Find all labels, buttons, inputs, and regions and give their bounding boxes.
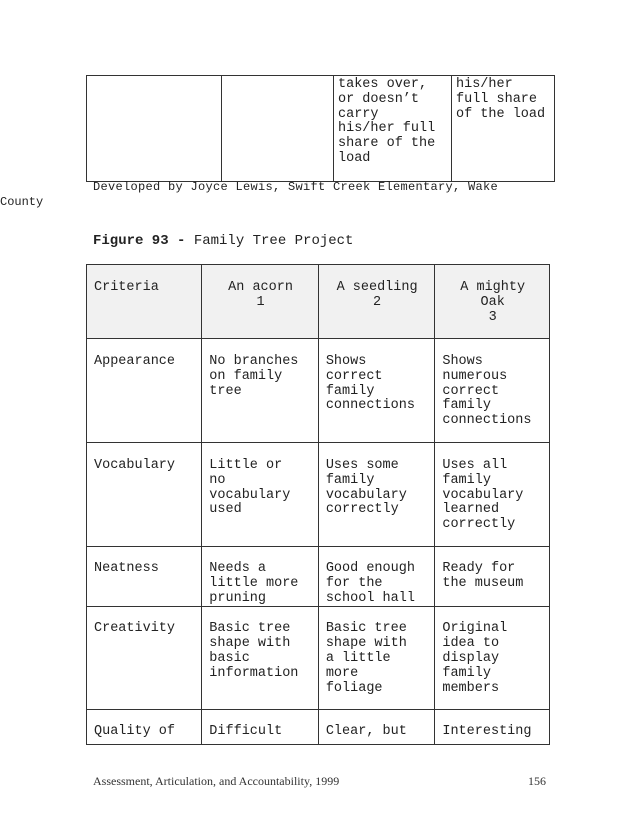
table-cell: Ready for the museum <box>435 547 550 607</box>
table-row <box>87 710 550 745</box>
figure-name: Family Tree Project <box>185 233 354 249</box>
table-cell <box>87 76 222 182</box>
table-row <box>87 443 550 547</box>
continued-table <box>86 75 555 182</box>
criteria-cell: Neatness <box>87 547 202 607</box>
table-cell: Interesting <box>435 710 550 745</box>
header-seedling: A seedling 2 <box>318 265 435 339</box>
table-cell: Difficult <box>202 710 319 745</box>
table-cell: No branches on family tree <box>202 339 319 443</box>
credit-county: County <box>0 195 44 209</box>
table-cell: Basic tree shape with basic information <box>202 607 319 710</box>
table-cell: Shows correct family connections <box>318 339 435 443</box>
page-footer <box>93 774 546 789</box>
criteria-cell: Vocabulary <box>87 443 202 547</box>
table-cell: Good enough for the school hall <box>318 547 435 607</box>
figure-label: Figure 93 - <box>93 233 186 249</box>
table-cell: takes over, or doesn’t carry his/her full share of the load <box>334 76 452 182</box>
table-cell: Needs a little more pruning <box>202 547 319 607</box>
header-acorn: An acorn 1 <box>202 265 319 339</box>
table-cell: Uses some family vocabulary correctly <box>318 443 435 547</box>
criteria-cell: Appearance <box>87 339 202 443</box>
table-row <box>87 547 550 607</box>
table-cell: Original idea to display family members <box>435 607 550 710</box>
table-cell: his/her full share of the load <box>452 76 555 182</box>
page-number: 156 <box>528 774 546 788</box>
footer-text: Assessment, Articulation, and Accountability, 1999 <box>93 774 340 788</box>
table-row <box>87 339 550 443</box>
table-cell: Uses all family vocabulary learned correctly <box>435 443 550 547</box>
table-row <box>87 607 550 710</box>
table-cell: Little or no vocabulary used <box>202 443 319 547</box>
table-cell <box>222 76 334 182</box>
table-cell: Basic tree shape with a little more foliage <box>318 607 435 710</box>
header-criteria: Criteria <box>87 265 202 339</box>
table-header-row <box>87 265 550 339</box>
criteria-cell: Quality of <box>87 710 202 745</box>
criteria-cell: Creativity <box>87 607 202 710</box>
table-cell: Clear, but <box>318 710 435 745</box>
table-cell: Shows numerous correct family connections <box>435 339 550 443</box>
table-row <box>87 76 555 182</box>
rubric-table <box>86 264 550 745</box>
credit-line: Developed by Joyce Lewis, Swift Creek Elementary, Wake <box>93 180 499 194</box>
header-mighty-oak: A mighty Oak 3 <box>435 265 550 339</box>
figure-title <box>93 233 353 249</box>
